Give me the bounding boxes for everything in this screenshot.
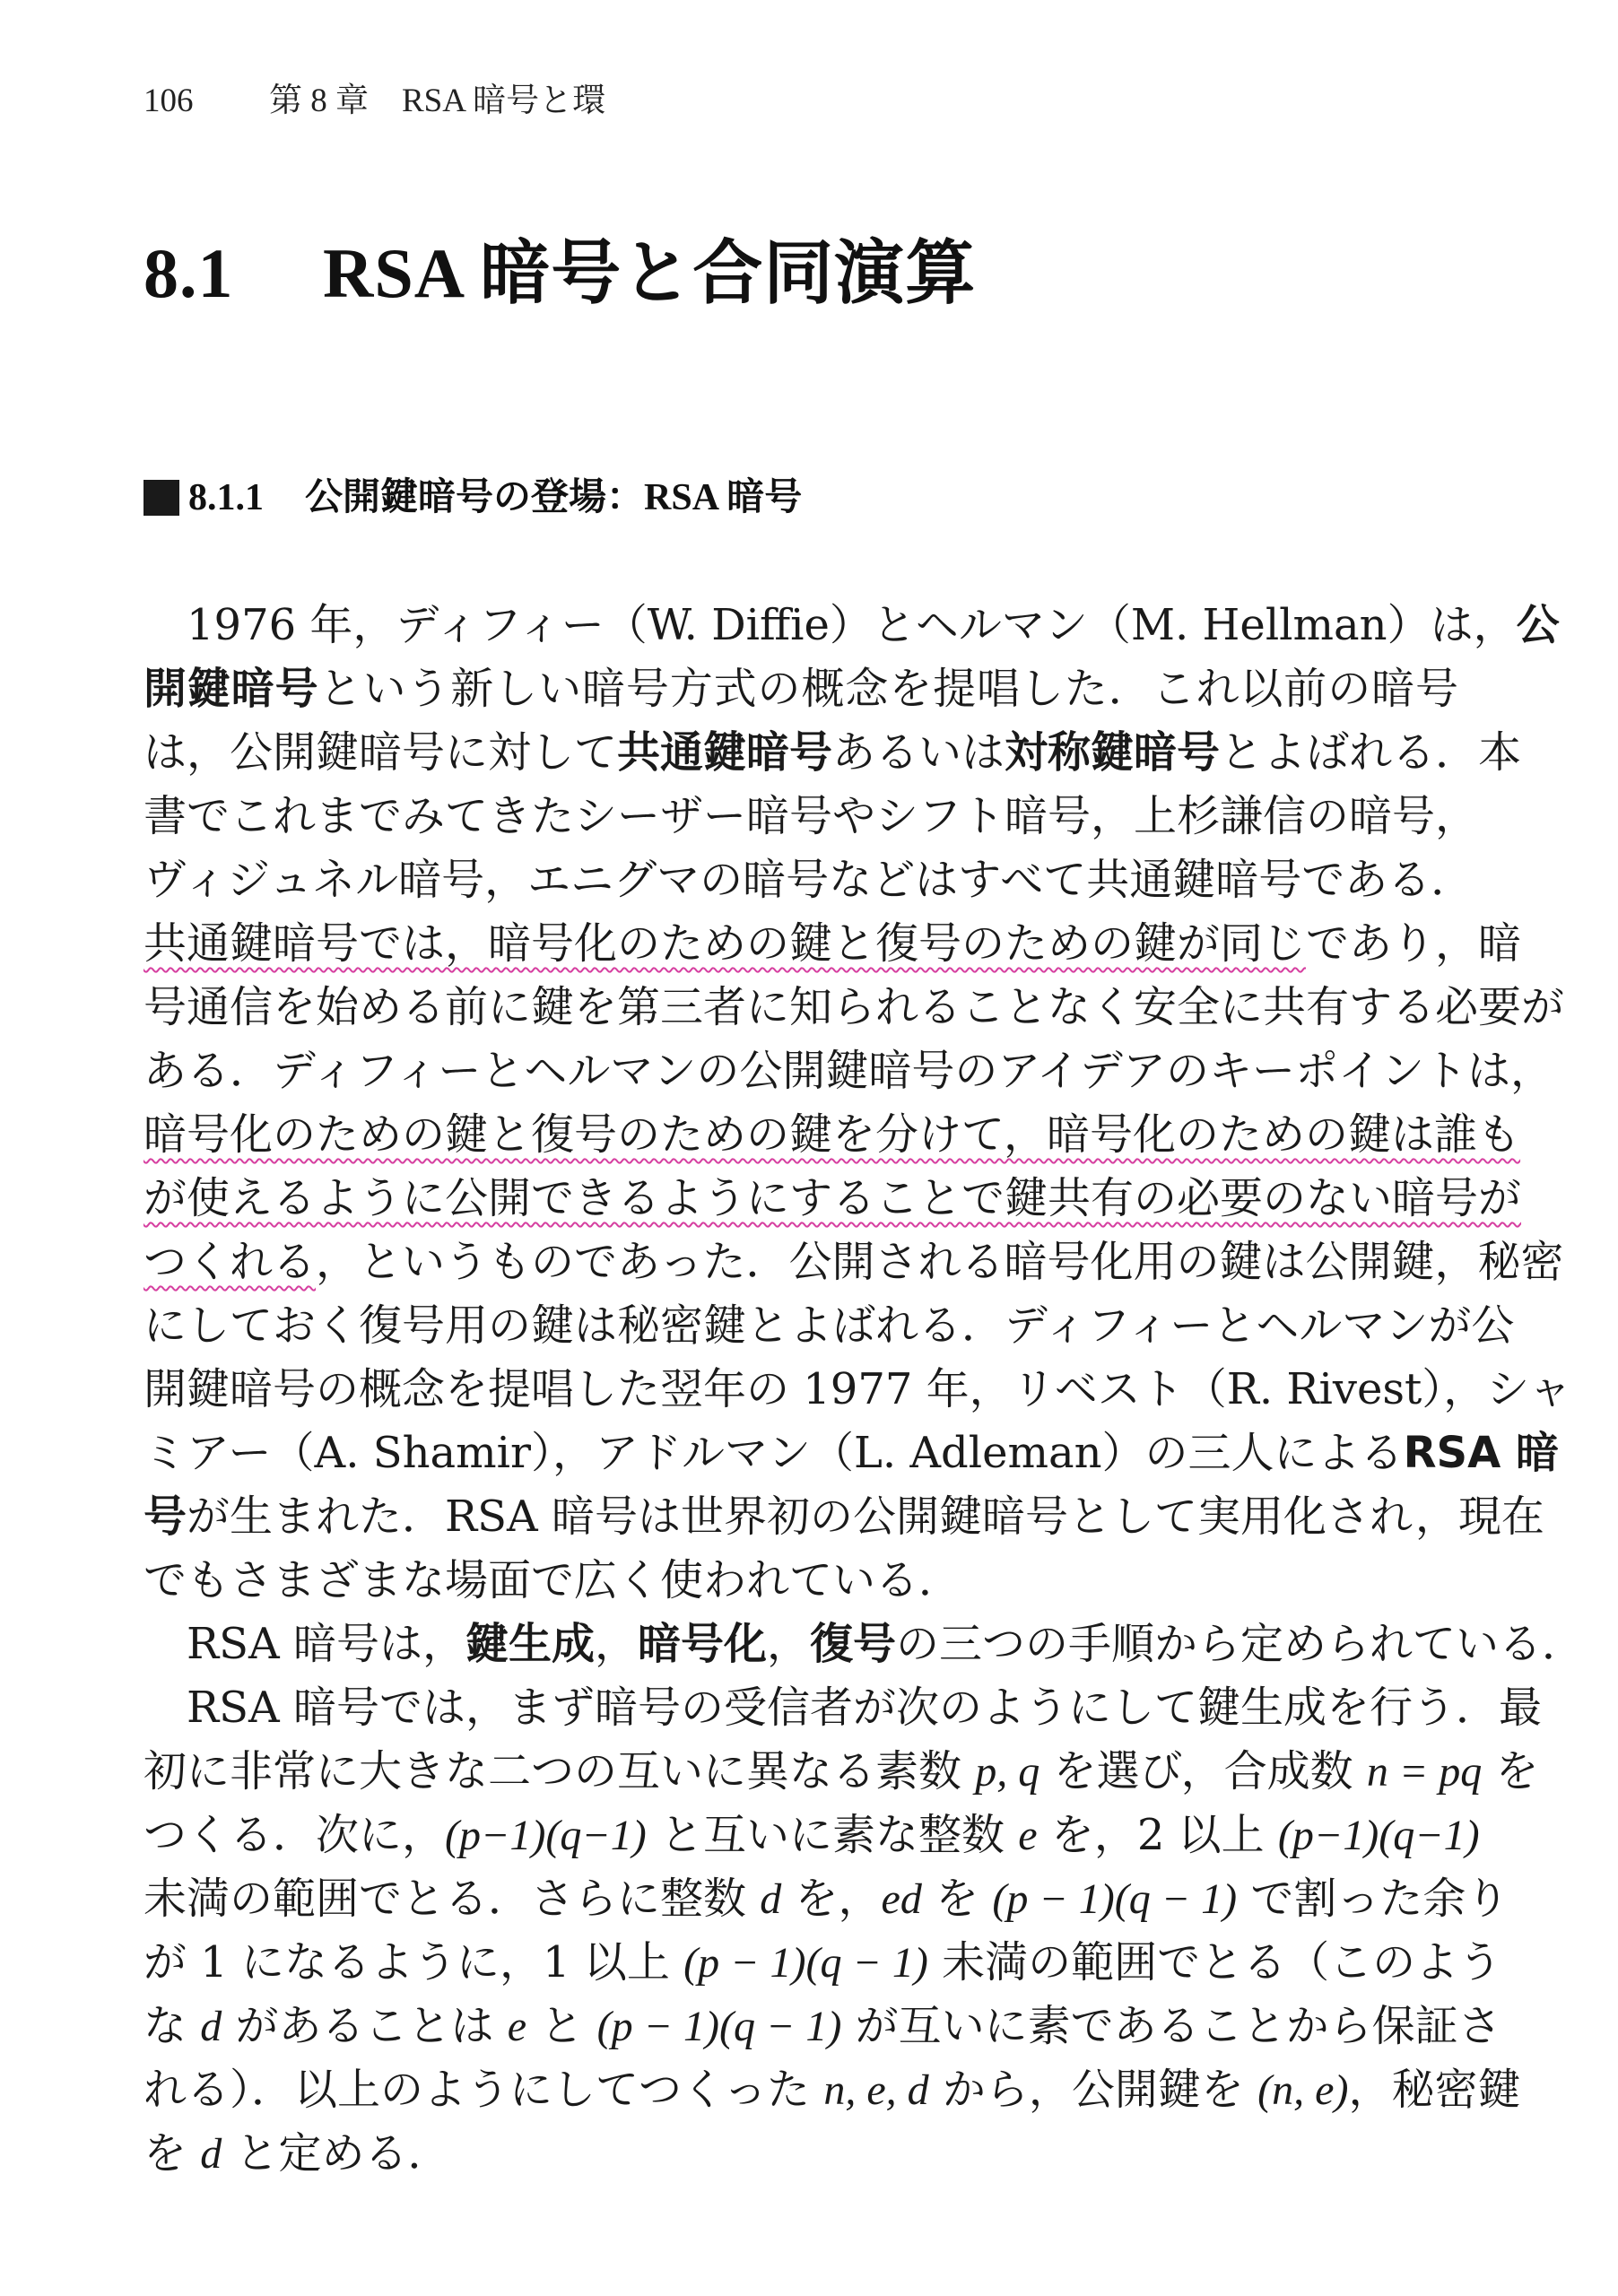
text-span: と互いに素な整数 bbox=[646, 1810, 1019, 1860]
text-line: 書でこれまでみてきたシーザー暗号やシフト暗号，上杉謙信の暗号， bbox=[144, 791, 1479, 841]
text-line: ヴィジュネル暗号，エニグマの暗号などはすべて共通鍵暗号である． bbox=[144, 855, 1474, 905]
text-line bbox=[144, 912, 1522, 976]
math-expression: e bbox=[507, 2003, 527, 2050]
text-span: を選び，合成数 bbox=[1040, 1746, 1367, 1796]
highlighted-text: が使えるように公開できるようにすることで鍵共有の必要のない暗号が bbox=[144, 1173, 1522, 1223]
math-expression: n = pq bbox=[1366, 1748, 1483, 1796]
text-span: ， bbox=[594, 1619, 638, 1669]
math-expression: d bbox=[200, 2003, 222, 2050]
text-line bbox=[144, 1931, 1502, 1995]
subsection-number: 8.1.1 bbox=[188, 477, 264, 518]
math-expression: d bbox=[760, 1875, 782, 1923]
text-span: あるいは bbox=[832, 727, 1005, 778]
math-expression: (p − 1)(q − 1) bbox=[992, 1875, 1238, 1923]
running-head bbox=[144, 79, 605, 124]
bold-term: 対称鍵暗号 bbox=[1005, 727, 1221, 778]
text-span: という新しい暗号方式の概念を提唱した．これ以前の暗号 bbox=[318, 664, 1458, 714]
text-span: つくる．次に， bbox=[144, 1810, 446, 1860]
subsection-title-text: 公開鍵暗号の登場：RSA 暗号 bbox=[305, 477, 803, 518]
text-line: にしておく復号用の鍵は秘密鍵とよばれる．ディフィーとヘルマンが公 bbox=[144, 1300, 1515, 1351]
text-span: から，公開鍵を bbox=[928, 2065, 1258, 2115]
math-expression: n, e, d bbox=[823, 2066, 929, 2114]
highlighted-text: 共通鍵暗号では，暗号化のための鍵と復号のための鍵が同じ bbox=[144, 918, 1307, 969]
bold-term: 開鍵暗号 bbox=[144, 664, 319, 714]
text-span: が互いに素であることから保証さ bbox=[841, 2001, 1501, 2051]
math-expression: (n, e) bbox=[1257, 2066, 1349, 2114]
text-span: 未満の範囲でとる（このよう bbox=[927, 1937, 1502, 1987]
text-span: を bbox=[144, 2128, 201, 2179]
text-line bbox=[144, 1613, 1586, 1676]
text-span: を， bbox=[781, 1874, 882, 1924]
text-span: が 1 になるように，1 以上 bbox=[144, 1937, 684, 1987]
text-span: の三つの手順から定められている． bbox=[896, 1619, 1586, 1669]
section-title-text: RSA 暗号と合同演算 bbox=[323, 234, 977, 312]
text-span: を，2 以上 bbox=[1037, 1810, 1278, 1860]
math-expression: (p−1)(q−1) bbox=[1277, 1812, 1480, 1859]
bold-term: 復号 bbox=[810, 1619, 897, 1669]
text-line: 号通信を始める前に鍵を第三者に知られることなく安全に共有する必要が bbox=[144, 982, 1565, 1032]
text-span: 初に非常に大きな二つの互いに異なる素数 bbox=[144, 1746, 976, 1796]
text-span: れる）．以上のようにしてつくった bbox=[144, 2065, 824, 2115]
text-span: であり，暗 bbox=[1306, 918, 1522, 969]
bold-term: 公 bbox=[1516, 600, 1560, 650]
text-line: ある．ディフィーとヘルマンの公開鍵暗号のアイデアのキーポイントは， bbox=[144, 1046, 1554, 1096]
text-span: 1976 年，ディフィー（W. Diffie）とヘルマン（M. Hellman）は， bbox=[187, 600, 1517, 650]
bold-term: 共通鍵暗号 bbox=[617, 727, 833, 778]
text-line: RSA 暗号では，まず暗号の受信者が次のようにして鍵生成を行う．最 bbox=[187, 1683, 1542, 1733]
text-span: があることは bbox=[222, 2001, 508, 2051]
text-span: が生まれた．RSA 暗号は世界初の公開鍵暗号として実用化され，現在 bbox=[187, 1492, 1544, 1542]
math-expression: (p−1)(q−1) bbox=[445, 1812, 647, 1859]
text-line bbox=[144, 1167, 1522, 1231]
highlighted-text: 暗号化のための鍵と復号のための鍵を分けて，暗号化のための鍵は誰も bbox=[144, 1109, 1521, 1160]
math-expression: (p − 1)(q − 1) bbox=[596, 2003, 842, 2050]
text-span: とよばれる．本 bbox=[1220, 727, 1522, 778]
text-line bbox=[144, 2058, 1521, 2122]
text-line bbox=[144, 2122, 1458, 2186]
text-span: を bbox=[921, 1874, 993, 1924]
math-expression: p, q bbox=[975, 1748, 1040, 1796]
text-span: と定める． bbox=[222, 2128, 451, 2179]
text-line: でもさまざまな場面で広く使われている． bbox=[144, 1555, 962, 1605]
text-span: は，公開鍵暗号に対して bbox=[144, 727, 618, 778]
bold-term: 鍵生成 bbox=[465, 1619, 595, 1669]
text-line bbox=[144, 657, 1458, 721]
black-square-icon bbox=[144, 480, 179, 516]
section-number: 8.1 bbox=[144, 234, 234, 312]
text-span: ，というものであった．公開される暗号化用の鍵は公開鍵，秘密 bbox=[316, 1237, 1564, 1287]
text-line bbox=[144, 594, 1560, 657]
text-span: ， bbox=[767, 1619, 811, 1669]
text-line bbox=[144, 1867, 1509, 1931]
bold-term: RSA 暗 bbox=[1403, 1428, 1559, 1478]
text-line bbox=[144, 1995, 1501, 2058]
text-span: な bbox=[144, 2001, 201, 2051]
text-span: ，秘密鍵 bbox=[1348, 2065, 1521, 2115]
subsection-title bbox=[144, 471, 802, 525]
text-span: と bbox=[526, 2001, 597, 2051]
text-span: で割った余り bbox=[1237, 1874, 1509, 1924]
math-expression: e bbox=[1018, 1812, 1038, 1859]
text-line bbox=[144, 1422, 1559, 1485]
body-text bbox=[144, 594, 1586, 2186]
page-number: 106 bbox=[144, 83, 194, 119]
text-line: 開鍵暗号の概念を提唱した翌年の 1977 年，リベスト（R. Rivest），シャ bbox=[144, 1364, 1572, 1414]
math-expression: ed bbox=[881, 1875, 922, 1923]
math-expression: d bbox=[200, 2130, 222, 2178]
text-span: を bbox=[1482, 1746, 1539, 1796]
text-line bbox=[144, 1485, 1544, 1549]
text-line bbox=[144, 721, 1522, 785]
text-span: 未満の範囲でとる．さらに整数 bbox=[144, 1874, 761, 1924]
text-line bbox=[144, 1804, 1480, 1867]
text-line bbox=[144, 1740, 1539, 1804]
text-line bbox=[144, 1231, 1564, 1294]
bold-term: 暗号化 bbox=[637, 1619, 767, 1669]
section-title bbox=[144, 229, 976, 318]
chapter-title: 第 8 章 RSA 暗号と環 bbox=[269, 83, 606, 119]
bold-term: 号 bbox=[144, 1492, 187, 1542]
math-expression: (p − 1)(q − 1) bbox=[683, 1939, 928, 1987]
text-span: RSA 暗号は， bbox=[187, 1619, 465, 1669]
highlighted-text: つくれる bbox=[144, 1237, 317, 1287]
text-span: ミアー（A. Shamir），アドルマン（L. Adleman）の三人による bbox=[144, 1428, 1404, 1478]
text-line bbox=[144, 1103, 1521, 1167]
